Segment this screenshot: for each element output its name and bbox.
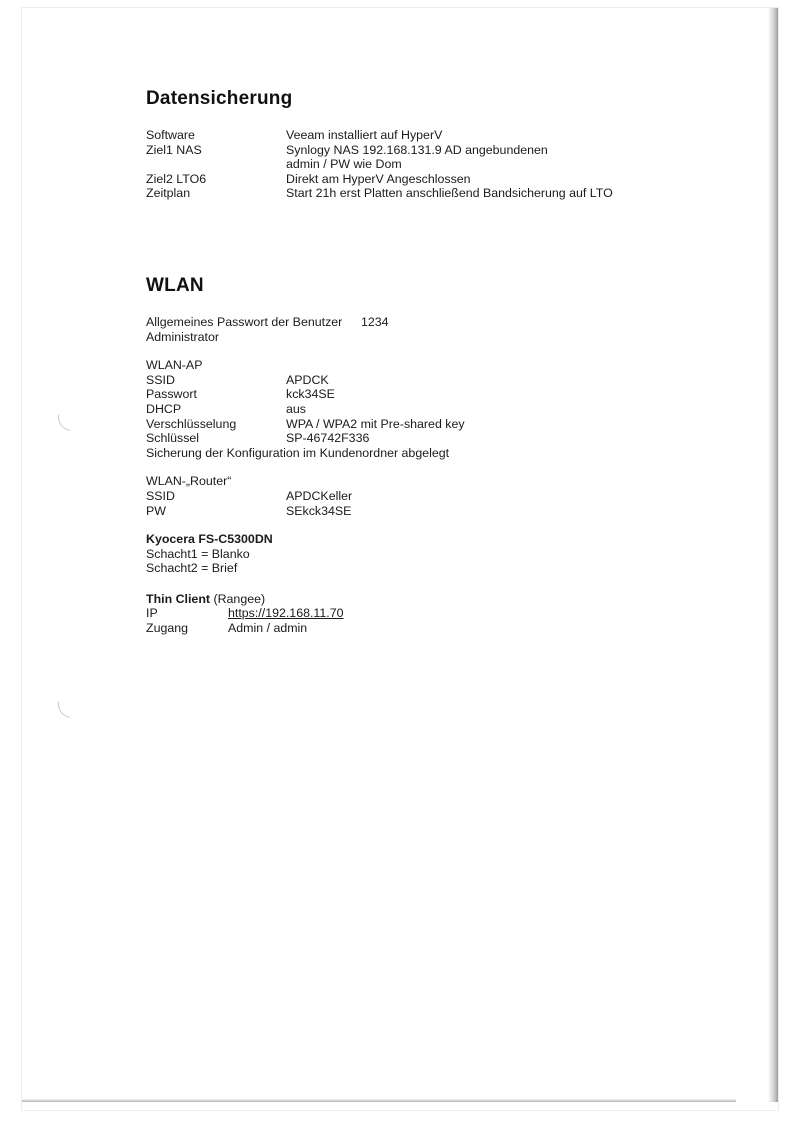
table-row — [146, 143, 746, 158]
wlan-router-heading: WLAN-„Router“ — [146, 474, 232, 489]
row-value: aus — [286, 401, 306, 416]
spacer — [146, 460, 746, 474]
thin-client-block — [146, 592, 746, 636]
table-row — [146, 172, 746, 187]
wlan-general — [146, 315, 746, 344]
wlan-ap-heading: WLAN-AP — [146, 358, 203, 373]
section-title-datensicherung: Datensicherung — [146, 88, 293, 109]
row-label: Schlüssel — [146, 431, 200, 446]
row-value: kck34SE — [286, 387, 335, 402]
row-label: SSID — [146, 488, 175, 503]
spacer — [146, 297, 746, 315]
row-label: Zeitplan — [146, 186, 191, 201]
spacer — [146, 110, 746, 128]
page-bottom-white-strip — [22, 1102, 778, 1110]
row-value: 1234 — [361, 314, 389, 329]
table-row — [146, 402, 746, 417]
table-row — [146, 606, 746, 621]
row-value: Veeam installiert auf HyperV — [286, 128, 443, 142]
row-label: IP — [146, 606, 158, 621]
table-row — [146, 330, 746, 345]
thin-client-heading-rest: (Rangee) — [210, 591, 266, 606]
punch-hole-arc-icon — [53, 398, 92, 437]
spacer — [146, 576, 746, 592]
page-right-edge-shadow — [768, 8, 778, 1103]
wlan-ap-block — [146, 358, 746, 460]
datensicherung-table — [146, 128, 746, 201]
table-row — [146, 128, 746, 143]
table-row — [146, 431, 746, 446]
printer-block — [146, 532, 746, 576]
row-value: SP-46742F336 — [286, 431, 370, 446]
scanned-page — [22, 8, 778, 1110]
thin-client-heading — [146, 592, 746, 607]
table-row — [146, 373, 746, 388]
row-value: admin / PW wie Dom — [286, 157, 402, 172]
row-value: WPA / WPA2 mit Pre-shared key — [286, 416, 465, 431]
row-value: APDCK — [286, 372, 329, 387]
table-row — [146, 504, 746, 519]
punch-hole-arc-icon — [53, 685, 92, 724]
table-row — [146, 186, 746, 201]
row-label: Ziel1 NAS — [146, 142, 202, 157]
row-label: DHCP — [146, 401, 182, 416]
row-value: Admin / admin — [228, 621, 308, 636]
spacer — [146, 344, 746, 358]
table-row — [146, 621, 746, 636]
thin-client-heading-bold: Thin Client — [146, 591, 211, 606]
row-label: Ziel2 LTO6 — [146, 171, 207, 186]
table-row — [146, 157, 746, 172]
spacer — [146, 201, 746, 275]
row-value: Synlogy NAS 192.168.131.9 AD angebundenen — [286, 142, 548, 157]
table-row — [146, 387, 746, 402]
spacer — [146, 518, 746, 532]
thin-client-ip-link[interactable]: https://192.168.11.70 — [228, 606, 344, 621]
document-content — [146, 88, 746, 636]
row-label: Zugang — [146, 621, 189, 636]
row-label: Passwort — [146, 387, 197, 402]
row-label: Administrator — [146, 329, 219, 344]
printer-heading: Kyocera FS-C5300DN — [146, 532, 273, 547]
row-value: Start 21h erst Platten anschließend Bandsicherung auf LTO — [286, 186, 613, 201]
table-row — [146, 417, 746, 432]
row-label: SSID — [146, 372, 175, 387]
table-row — [146, 489, 746, 504]
row-label: Verschlüsselung — [146, 416, 237, 431]
row-value: APDCKeller — [286, 488, 353, 503]
wlan-ap-note: Sicherung der Konfiguration im Kundenordner abgelegt — [146, 445, 450, 460]
row-label: Software — [146, 128, 195, 142]
section-title-wlan: WLAN — [146, 274, 204, 296]
row-value: Direkt am HyperV Angeschlossen — [286, 171, 471, 186]
row-label: PW — [146, 503, 166, 518]
printer-tray-1: Schacht1 = Blanko — [146, 546, 250, 561]
wlan-router-block — [146, 474, 746, 518]
printer-tray-2: Schacht2 = Brief — [146, 561, 238, 576]
row-label: Allgemeines Passwort der Benutzer — [146, 314, 343, 329]
table-row — [146, 315, 746, 330]
row-value: SEkck34SE — [286, 503, 352, 518]
